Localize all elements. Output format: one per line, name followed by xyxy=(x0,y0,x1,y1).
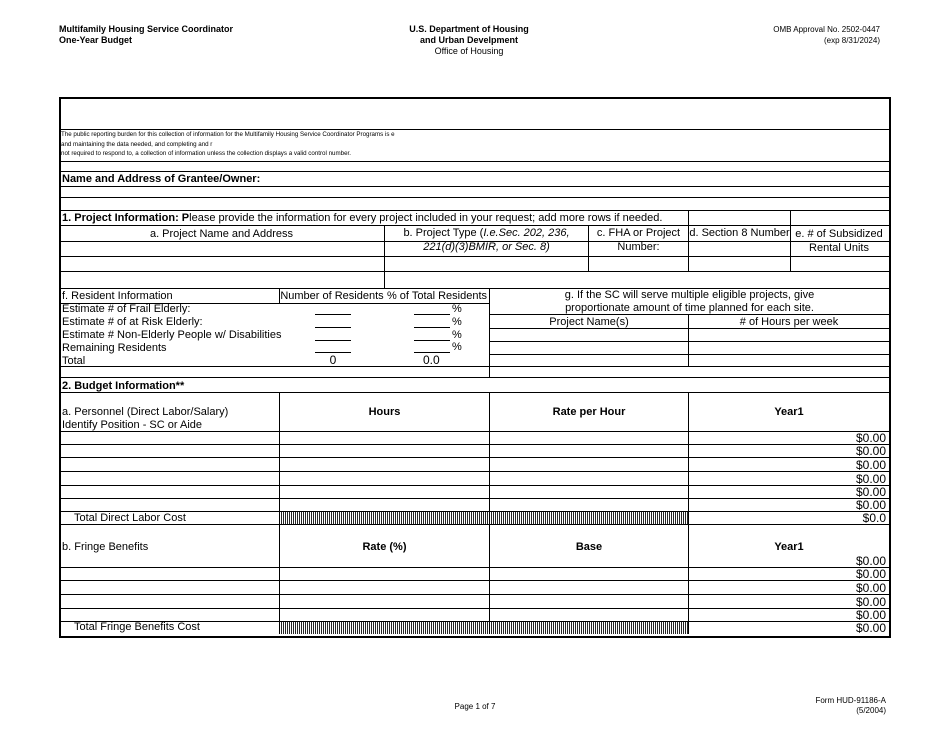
pct-symbol: % xyxy=(452,303,462,315)
col-year1-fringe: Year1 xyxy=(774,541,804,553)
col-year1: Year1 xyxy=(774,406,804,418)
multi-project-note: g. If the SC will serve multiple eligible projects, give proportionate amount of time planned for each site. xyxy=(564,289,815,314)
col-rate-hour: Rate per Hour xyxy=(552,406,626,418)
total-labor-value: $0.0 xyxy=(862,511,886,525)
shaded-cells xyxy=(281,622,688,634)
pct-symbol: % xyxy=(452,316,462,328)
col-fha-number: c. FHA or Project Number: xyxy=(596,227,681,253)
col-number-residents: Number of Residents xyxy=(280,290,384,302)
col-pct-residents: % of Total Residents xyxy=(386,290,488,302)
fringe-value: $0.00 xyxy=(855,567,886,581)
col-project-type: b. Project Type (I.e.Sec. 202, 236, 221(d)(3)BMIR, or Sec. 8) xyxy=(403,227,570,253)
fringe-value: $0.00 xyxy=(855,554,886,568)
labor-value: $0.00 xyxy=(855,458,886,472)
grantee-label: Name and Address of Grantee/Owner: xyxy=(62,173,261,185)
total-residents: 0 xyxy=(329,353,337,367)
col-base: Base xyxy=(575,541,603,553)
labor-value: $0.00 xyxy=(855,498,886,512)
resident-rows: Estimate # of Frail Elderly: Estimate # of at Risk Elderly: Estimate # Non-Elderly People w/ Disabilities Remaining Residents Total xyxy=(62,303,282,367)
page-number: Page 1 of 7 xyxy=(454,702,496,711)
labor-value: $0.00 xyxy=(855,444,886,458)
pct-symbol: % xyxy=(452,341,462,353)
omb-approval: OMB Approval No. 2502-0447 (exp 8/31/2024) xyxy=(773,25,880,45)
agency-name: U.S. Department of Housing and Urban Develpment Office of Housing xyxy=(409,24,529,56)
personnel-label: a. Personnel (Direct Labor/Salary) Identify Position - SC or Aide xyxy=(62,406,229,431)
total-fringe-value: $0.00 xyxy=(855,621,886,635)
burden-statement: The public reporting burden for this collection of information for the Multifamily Housing Service Coordinator Programs is e and maintaining the data needed, and completing and r not required to respond to, a collection of information unless the collection displays a valid control number. xyxy=(61,131,395,157)
col-project-names: Project Name(s) xyxy=(549,316,629,328)
labor-value: $0.00 xyxy=(855,485,886,499)
col-hours: Hours xyxy=(368,406,401,418)
labor-value: $0.00 xyxy=(855,431,886,445)
fringe-label: b. Fringe Benefits xyxy=(62,541,149,553)
pct-symbol: % xyxy=(452,329,462,341)
fringe-value: $0.00 xyxy=(855,581,886,595)
col-rate-pct: Rate (%) xyxy=(362,541,407,553)
col-resident-info: f. Resident Information xyxy=(62,290,173,302)
project-info-heading: 1. Project Information: Please provide the information for every project included in your request; add more rows if needed. xyxy=(62,212,663,224)
budget-heading: 2. Budget Information** xyxy=(62,380,185,392)
total-fringe-label: Total Fringe Benefits Cost xyxy=(74,621,200,633)
col-section8: d. Section 8 Number xyxy=(689,227,790,239)
total-labor-label: Total Direct Labor Cost xyxy=(74,512,186,524)
col-hours-per-week: # of Hours per week xyxy=(739,316,839,328)
total-pct: 0.0 xyxy=(423,353,440,367)
shaded-cells xyxy=(281,512,688,524)
col-project-name: a. Project Name and Address xyxy=(149,228,294,240)
labor-value: $0.00 xyxy=(855,472,886,486)
col-subsidized-units: e. # of Subsidized Rental Units xyxy=(795,228,883,254)
fringe-value: $0.00 xyxy=(855,595,886,609)
form-number: Form HUD-91186-A (5/2004) xyxy=(815,696,886,715)
form-title: Multifamily Housing Service Coordinator One-Year Budget xyxy=(59,24,234,45)
fringe-value: $0.00 xyxy=(855,608,886,622)
